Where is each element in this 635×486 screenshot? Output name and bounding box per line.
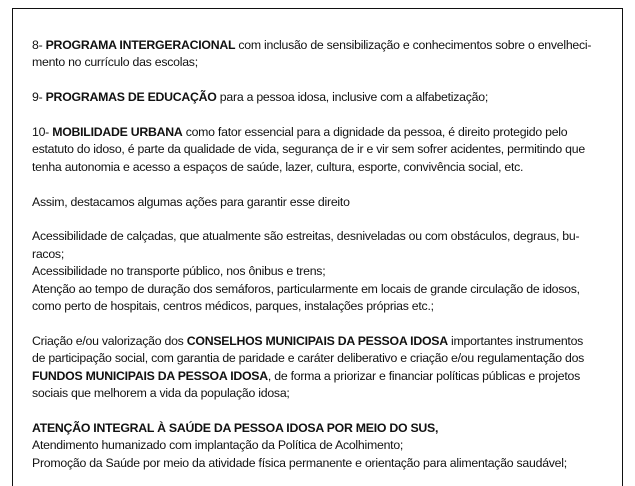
item-9-title: PROGRAMAS DE EDUCAÇÃO: [45, 90, 217, 105]
item-10-number: 10-: [32, 125, 53, 139]
item-10-text-3: tenha autonomia e acesso a espaços de saúde, lazer, cultura, esporte, convivência social, etc.: [32, 159, 524, 174]
health-line-1: Atendimento humanizado com implantação da Política de Acolhimento;: [32, 438, 404, 453]
action-line-4: Atenção ao tempo de duração dos semáforos, particularmente em locais de grande circulação de idosos,: [32, 281, 580, 296]
item-8-number: 8-: [32, 38, 46, 52]
item-10-line-1: [32, 124, 608, 141]
councils-paragraph: [32, 333, 608, 403]
item-10-text-1: como fator essencial para a dignidade da pessoa, é direito protegido pelo: [182, 125, 568, 139]
item-8-title: PROGRAMA INTERGERACIONAL: [45, 38, 236, 52]
health-title: ATENÇÃO INTEGRAL À SAÚDE DA PESSOA IDOSA POR MEIO DO SUS,: [32, 420, 439, 435]
councils-bold-1: CONSELHOS MUNICIPAIS DA PESSOA IDOSA: [186, 333, 448, 348]
actions-intro: [32, 194, 608, 211]
document-page: [12, 8, 623, 486]
document-body: [32, 37, 608, 472]
item-10-title: MOBILIDADE URBANA: [52, 125, 183, 139]
health-section: [32, 420, 608, 472]
item-10: [32, 124, 608, 176]
item-8-text-2: mento no currículo das escolas;: [32, 55, 198, 70]
item-8: [32, 37, 608, 72]
councils-line-1: [32, 333, 608, 350]
councils-line-4: sociais que melhorem a vida da população idosa;: [32, 386, 290, 401]
item-10-text-2: estatuto do idoso, é parte da qualidade de vida, segurança de ir e vir sem sofrer acidentes, permitindo que: [32, 142, 585, 157]
health-line-2: Promoção da Saúde por meio da atividade física permanente e orientação para alimentação saudável;: [32, 455, 567, 470]
councils-text-2: importantes instrumentos: [447, 333, 584, 348]
action-line-3: Acessibilidade no transporte público, nos ônibus e trens;: [32, 264, 326, 279]
actions-list: [32, 228, 608, 315]
councils-bold-2: FUNDOS MUNICIPAIS DA PESSOA IDOSA: [32, 368, 268, 383]
item-8-line-1: [32, 37, 608, 54]
actions-intro-text: Assim, destacamos algumas ações para garantir esse direito: [32, 194, 350, 209]
item-9-line-1: [32, 89, 608, 106]
action-line-2: racos;: [32, 246, 64, 261]
councils-line-3: [32, 368, 608, 385]
councils-line-2: de participação social, com garantia de paridade e caráter deliberativo e criação e/ou regulamentação dos: [32, 351, 585, 366]
item-9-number: 9-: [32, 90, 46, 105]
item-9-text-1: para a pessoa idosa, inclusive com a alfabetização;: [216, 90, 488, 105]
item-9: [32, 89, 608, 106]
councils-text-1: Criação e/ou valorização dos: [32, 333, 187, 348]
councils-text-3: , de forma a priorizar e financiar políticas públicas e projetos: [267, 368, 580, 383]
action-line-5: como perto de hospitais, centros médicos, parques, instalações próprias etc.;: [32, 299, 434, 314]
item-8-text-1: com inclusão de sensibilização e conhecimentos sobre o envelheci-: [235, 38, 592, 52]
action-line-1: Acessibilidade de calçadas, que atualmente são estreitas, desniveladas ou com obstáculos, degraus, bu-: [32, 229, 580, 244]
